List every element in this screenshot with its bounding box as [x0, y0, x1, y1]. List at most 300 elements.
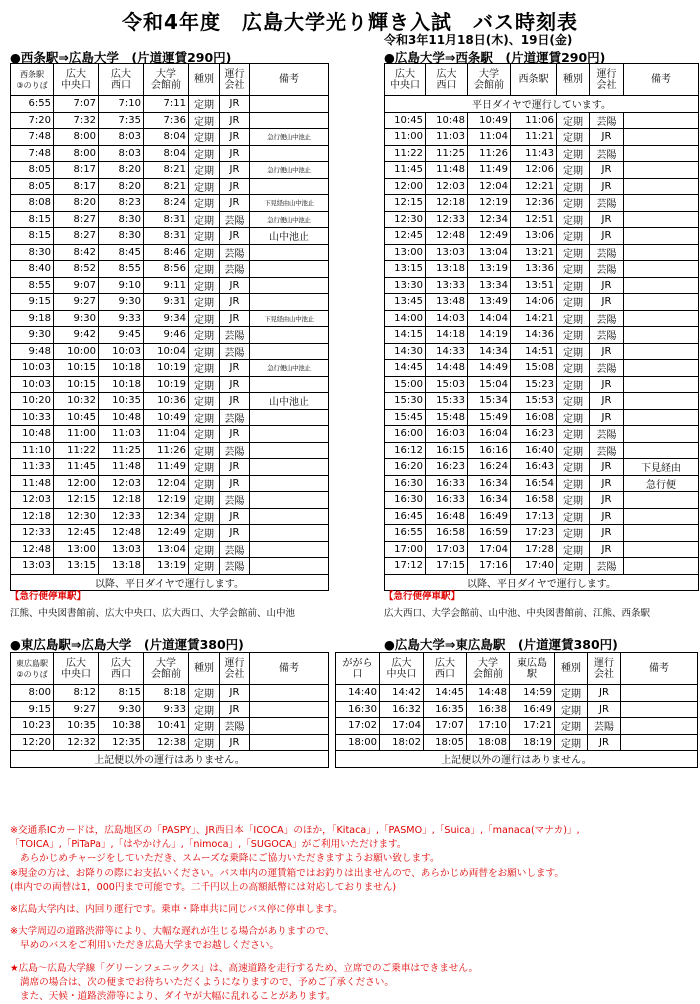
- table-cell: 17:23: [511, 525, 557, 542]
- table-cell: 定期: [557, 376, 590, 393]
- table-cell: 15:48: [426, 409, 468, 426]
- table-cell: 11:03: [99, 426, 144, 443]
- table-cell: 10:20: [11, 393, 54, 410]
- table-row: [11, 492, 329, 509]
- table-cell: 14:48: [426, 360, 468, 377]
- table-cell: 定期: [557, 541, 590, 558]
- table-cell: 12:45: [54, 525, 99, 542]
- notes-gap: [10, 954, 695, 962]
- table-cell: 16:43: [511, 459, 557, 476]
- table-cell: JR: [590, 211, 624, 228]
- footer-row: [336, 751, 698, 768]
- table-cell: 8:08: [11, 195, 54, 212]
- table-cell: 芸陽: [220, 558, 250, 575]
- table-cell: JR: [590, 162, 624, 179]
- table-cell: 15:08: [511, 360, 557, 377]
- table-cell: 12:03: [11, 492, 54, 509]
- table-cell: 芸陽: [590, 112, 624, 129]
- table-cell: 11:33: [11, 459, 54, 476]
- table-cell: 8:55: [11, 277, 54, 294]
- table-row: [336, 734, 698, 751]
- table-cell: 10:49: [468, 112, 511, 129]
- column-header: 大学 会館前: [467, 653, 510, 685]
- table-cell: 16:58: [426, 525, 468, 542]
- table-cell: 8:05: [11, 162, 54, 179]
- header-row: [11, 653, 329, 685]
- table-cell: 定期: [555, 685, 588, 702]
- timetable-saijo-to-hu: [10, 63, 329, 591]
- table-cell: 15:34: [468, 393, 511, 410]
- table-cell: 急行便山中池止: [250, 162, 329, 179]
- table-cell: 8:00: [54, 145, 99, 162]
- note-line: ※交通系ICカードは，広島地区の「PASPY」、JR西日本「ICOCA」のほか，「Kitaca」,「PASMO」,「Suica」,「manaca(マナカ)」,: [10, 825, 580, 836]
- table-cell: 11:48: [99, 459, 144, 476]
- table-cell: 14:06: [511, 294, 557, 311]
- table-cell: 11:25: [99, 442, 144, 459]
- table-cell: 16:00: [385, 426, 426, 443]
- table-cell: 11:45: [54, 459, 99, 476]
- table-cell: 8:30: [11, 244, 54, 261]
- table-row: [11, 162, 329, 179]
- table-cell: 18:08: [467, 734, 510, 751]
- table-row: [11, 376, 329, 393]
- table-footer: 以降、平日ダイヤで運行します。: [11, 574, 329, 591]
- table-cell: [250, 376, 329, 393]
- table-cell: 8:21: [144, 162, 189, 179]
- table-cell: 11:26: [468, 145, 511, 162]
- table-cell: 定期: [189, 508, 220, 525]
- table-cell: 13:00: [385, 244, 426, 261]
- table-cell: 13:30: [385, 277, 426, 294]
- table-cell: JR: [220, 426, 250, 443]
- table-cell: [624, 492, 699, 509]
- table-cell: 8:17: [54, 178, 99, 195]
- table-cell: 9:30: [99, 701, 144, 718]
- table-cell: 17:02: [336, 718, 380, 735]
- table-cell: 定期: [189, 492, 220, 509]
- table-cell: 12:30: [385, 211, 426, 228]
- table-cell: [624, 294, 699, 311]
- table-cell: 13:04: [144, 541, 189, 558]
- table-row: [11, 525, 329, 542]
- table-cell: [250, 459, 329, 476]
- table-cell: JR: [220, 228, 250, 245]
- table-cell: 12:20: [11, 734, 54, 751]
- table-cell: 9:42: [54, 327, 99, 344]
- column-header: 西条駅 ③のりば: [11, 64, 54, 96]
- table-cell: 15:53: [511, 393, 557, 410]
- table-cell: 定期: [557, 558, 590, 575]
- table-row: [11, 360, 329, 377]
- table-cell: 13:19: [144, 558, 189, 575]
- table-cell: JR: [590, 475, 624, 492]
- table-cell: 定期: [557, 129, 590, 146]
- table-cell: 14:34: [468, 343, 511, 360]
- table-cell: 16:03: [426, 426, 468, 443]
- table-cell: 定期: [189, 162, 220, 179]
- table-cell: 14:48: [467, 685, 510, 702]
- table-cell: 12:38: [144, 734, 189, 751]
- section-heading-saijo-to-hu: ●西条駅⇒広島大学 (片道運賃290円): [10, 50, 232, 65]
- column-header: 種別: [557, 64, 590, 96]
- table-cell: 11:25: [426, 145, 468, 162]
- table-cell: 急行便山中池止: [250, 129, 329, 146]
- table-cell: 13:03: [11, 558, 54, 575]
- table-cell: JR: [220, 459, 250, 476]
- table-cell: 13:48: [426, 294, 468, 311]
- table-cell: 7:32: [54, 112, 99, 129]
- table-cell: JR: [220, 96, 250, 113]
- table-cell: 7:36: [144, 112, 189, 129]
- table-cell: JR: [220, 162, 250, 179]
- table-cell: 13:21: [511, 244, 557, 261]
- table-cell: 8:05: [11, 178, 54, 195]
- table-row: [385, 327, 699, 344]
- table-cell: 定期: [557, 195, 590, 212]
- table-cell: 定期: [189, 525, 220, 542]
- table-row: [385, 426, 699, 443]
- table-cell: JR: [590, 178, 624, 195]
- table-cell: 定期: [557, 261, 590, 278]
- table-cell: 7:20: [11, 112, 54, 129]
- table-row: [385, 360, 699, 377]
- table-cell: 8:03: [99, 129, 144, 146]
- table-cell: 下見経由山中池止: [250, 310, 329, 327]
- table-cell: 17:13: [511, 508, 557, 525]
- table-cell: 定期: [557, 525, 590, 542]
- table-cell: 芸陽: [590, 442, 624, 459]
- table-cell: 17:10: [467, 718, 510, 735]
- table-cell: 12:34: [144, 508, 189, 525]
- table-footer: 以降、平日ダイヤで運行します。: [385, 574, 699, 591]
- table-cell: [624, 310, 699, 327]
- table-cell: 芸陽: [588, 718, 621, 735]
- table-cell: 定期: [189, 459, 220, 476]
- table-cell: [250, 734, 329, 751]
- table-cell: 下見経由: [624, 459, 699, 476]
- table-row: [11, 409, 329, 426]
- table-row: [385, 261, 699, 278]
- table-cell: 16:23: [426, 459, 468, 476]
- table-cell: 急行便: [624, 475, 699, 492]
- table-cell: 定期: [189, 701, 220, 718]
- column-header: 備考: [250, 653, 329, 685]
- table-cell: 12:15: [54, 492, 99, 509]
- table-row: [11, 178, 329, 195]
- table-cell: 芸陽: [590, 558, 624, 575]
- table-row: [385, 178, 699, 195]
- table-footer: 上記便以外の運行はありません。: [336, 751, 698, 768]
- table-cell: 15:23: [511, 376, 557, 393]
- table-cell: 13:04: [468, 244, 511, 261]
- table-cell: 14:42: [380, 685, 424, 702]
- table-cell: JR: [220, 178, 250, 195]
- table-cell: 12:34: [468, 211, 511, 228]
- table-cell: 定期: [189, 558, 220, 575]
- table-cell: 14:45: [424, 685, 467, 702]
- table-cell: 12:04: [468, 178, 511, 195]
- header-row: [385, 64, 699, 96]
- table-cell: 10:15: [54, 376, 99, 393]
- section-heading-hu-to-saijo: ●広島大学⇒西条駅 (片道運賃290円): [384, 50, 606, 65]
- table-cell: 17:40: [511, 558, 557, 575]
- table-cell: 9:33: [144, 701, 189, 718]
- table-cell: JR: [220, 734, 250, 751]
- table-cell: [624, 393, 699, 410]
- table-cell: 14:36: [511, 327, 557, 344]
- table-cell: 18:05: [424, 734, 467, 751]
- table-cell: 14:04: [468, 310, 511, 327]
- table-cell: [624, 558, 699, 575]
- table-cell: 10:33: [11, 409, 54, 426]
- table-cell: 12:33: [11, 525, 54, 542]
- table-cell: JR: [590, 508, 624, 525]
- table-cell: [624, 525, 699, 542]
- table-row: [11, 541, 329, 558]
- table-cell: 10:15: [54, 360, 99, 377]
- table-cell: 13:18: [426, 261, 468, 278]
- table-cell: 8:00: [54, 129, 99, 146]
- table-cell: 定期: [189, 685, 220, 702]
- column-header: 大学 会館前: [144, 64, 189, 96]
- table-cell: JR: [220, 376, 250, 393]
- top-note-row: [385, 96, 699, 113]
- table-cell: [250, 96, 329, 113]
- table-cell: 16:58: [511, 492, 557, 509]
- table-cell: JR: [590, 541, 624, 558]
- table-cell: 9:27: [54, 701, 99, 718]
- table-cell: 11:26: [144, 442, 189, 459]
- table-cell: 12:18: [426, 195, 468, 212]
- table-cell: JR: [220, 195, 250, 212]
- table-cell: 8:04: [144, 145, 189, 162]
- table-cell: 8:20: [99, 162, 144, 179]
- table-cell: 13:15: [385, 261, 426, 278]
- column-header: 運行 会社: [590, 64, 624, 96]
- table-row: [11, 294, 329, 311]
- table-cell: 12:18: [11, 508, 54, 525]
- timetable-hu-to-higashi: [335, 652, 698, 768]
- table-cell: 13:45: [385, 294, 426, 311]
- table-cell: 定期: [189, 294, 220, 311]
- notes-gap: [10, 917, 695, 925]
- table-cell: [250, 442, 329, 459]
- table-row: [11, 718, 329, 735]
- table-cell: [624, 129, 699, 146]
- table-cell: 定期: [189, 376, 220, 393]
- table-cell: [250, 244, 329, 261]
- page-title: 令和4年度 広島大学光り輝き入試 バス時刻表: [122, 10, 578, 34]
- table-cell: 7:48: [11, 129, 54, 146]
- table-cell: 8:20: [99, 178, 144, 195]
- table-cell: 17:00: [385, 541, 426, 558]
- table-cell: [624, 145, 699, 162]
- table-row: [385, 310, 699, 327]
- table-cell: 16:16: [468, 442, 511, 459]
- table-cell: 定期: [189, 195, 220, 212]
- table-row: [11, 734, 329, 751]
- table-cell: JR: [220, 145, 250, 162]
- table-cell: [250, 178, 329, 195]
- note-line: 満席の場合は、次の便までお待ちいただくようになりますので、予めご了承ください。: [20, 976, 394, 988]
- table-cell: [624, 327, 699, 344]
- table-cell: 芸陽: [590, 360, 624, 377]
- table-cell: [624, 426, 699, 443]
- table-cell: 17:12: [385, 558, 426, 575]
- table-cell: 10:45: [54, 409, 99, 426]
- table-cell: 8:04: [144, 129, 189, 146]
- table-row: [11, 145, 329, 162]
- column-header: ががら 口: [336, 653, 380, 685]
- table-cell: [250, 145, 329, 162]
- table-cell: JR: [220, 508, 250, 525]
- table-cell: 11:00: [385, 129, 426, 146]
- table-row: [11, 426, 329, 443]
- table-cell: 芸陽: [220, 244, 250, 261]
- table-cell: [621, 734, 698, 751]
- table-cell: 9:15: [11, 294, 54, 311]
- table-cell: 16:49: [510, 701, 555, 718]
- table-row: [11, 685, 329, 702]
- table-cell: JR: [220, 277, 250, 294]
- table-cell: [250, 685, 329, 702]
- table-row: [11, 211, 329, 228]
- table-cell: 14:30: [385, 343, 426, 360]
- table-cell: 13:36: [511, 261, 557, 278]
- table-cell: 16:30: [385, 475, 426, 492]
- table-cell: 定期: [189, 277, 220, 294]
- notes-block: [10, 824, 695, 1004]
- table-cell: 定期: [189, 393, 220, 410]
- table-cell: 12:32: [54, 734, 99, 751]
- table-cell: JR: [590, 277, 624, 294]
- table-cell: 10:19: [144, 360, 189, 377]
- table-row: [385, 112, 699, 129]
- table-row: [385, 211, 699, 228]
- table-cell: 8:56: [144, 261, 189, 278]
- table-cell: 16:55: [385, 525, 426, 542]
- table-cell: [250, 558, 329, 575]
- table-cell: 12:48: [99, 525, 144, 542]
- table-cell: 12:33: [99, 508, 144, 525]
- table-cell: 12:19: [144, 492, 189, 509]
- table-cell: 14:40: [336, 685, 380, 702]
- table-cell: 下見経由山中池止: [250, 195, 329, 212]
- table-cell: 15:03: [426, 376, 468, 393]
- table-cell: 12:21: [511, 178, 557, 195]
- column-header: 運行 会社: [220, 64, 250, 96]
- table-cell: 12:36: [511, 195, 557, 212]
- table-cell: 16:40: [511, 442, 557, 459]
- table-cell: 芸陽: [590, 426, 624, 443]
- table-cell: 12:49: [468, 228, 511, 245]
- table-cell: [621, 701, 698, 718]
- table-cell: 15:49: [468, 409, 511, 426]
- table-cell: [624, 409, 699, 426]
- table-cell: 16:49: [468, 508, 511, 525]
- table-cell: 16:32: [380, 701, 424, 718]
- table-cell: 定期: [189, 426, 220, 443]
- table-cell: 16:24: [468, 459, 511, 476]
- table-cell: 9:18: [11, 310, 54, 327]
- table-row: [385, 294, 699, 311]
- table-row: [11, 310, 329, 327]
- table-cell: 18:19: [510, 734, 555, 751]
- table-cell: JR: [590, 492, 624, 509]
- column-header: 広大 西口: [424, 653, 467, 685]
- table-cell: 14:59: [510, 685, 555, 702]
- table-cell: 13:49: [468, 294, 511, 311]
- table-cell: 定期: [557, 178, 590, 195]
- table-cell: 8:15: [99, 685, 144, 702]
- table-cell: JR: [220, 685, 250, 702]
- table-cell: JR: [220, 294, 250, 311]
- table-cell: 定期: [557, 426, 590, 443]
- table-cell: 8:27: [54, 211, 99, 228]
- table-cell: 定期: [557, 508, 590, 525]
- table-cell: [250, 277, 329, 294]
- table-cell: 15:30: [385, 393, 426, 410]
- table-cell: 15:45: [385, 409, 426, 426]
- table-cell: [621, 685, 698, 702]
- table-cell: 定期: [189, 112, 220, 129]
- table-cell: 13:33: [426, 277, 468, 294]
- table-cell: [250, 701, 329, 718]
- table-cell: 9:30: [54, 310, 99, 327]
- table-cell: 16:12: [385, 442, 426, 459]
- express-label-1: 【急行便停車駅】: [10, 591, 87, 602]
- table-row: [11, 277, 329, 294]
- table-cell: 定期: [189, 145, 220, 162]
- table-cell: 12:48: [426, 228, 468, 245]
- table-cell: 16:30: [385, 492, 426, 509]
- table-cell: JR: [220, 129, 250, 146]
- header-row: [336, 653, 698, 685]
- table-cell: [624, 112, 699, 129]
- table-cell: 11:04: [144, 426, 189, 443]
- table-cell: [624, 343, 699, 360]
- table-cell: 7:11: [144, 96, 189, 113]
- table-cell: 定期: [189, 734, 220, 751]
- column-header: 運行 会社: [588, 653, 621, 685]
- table-row: [11, 343, 329, 360]
- table-cell: 8:15: [11, 228, 54, 245]
- table-row: [11, 129, 329, 146]
- table-row: [385, 145, 699, 162]
- table-cell: 13:18: [99, 558, 144, 575]
- table-cell: JR: [588, 685, 621, 702]
- table-cell: 芸陽: [220, 442, 250, 459]
- table-cell: 18:00: [336, 734, 380, 751]
- table-cell: 定期: [557, 393, 590, 410]
- table-row: [11, 393, 329, 410]
- table-cell: 16:15: [426, 442, 468, 459]
- table-cell: 13:19: [468, 261, 511, 278]
- table-cell: 8:30: [99, 228, 144, 245]
- table-cell: [624, 442, 699, 459]
- table-row: [11, 558, 329, 575]
- table-cell: 11:22: [385, 145, 426, 162]
- table-cell: 定期: [555, 701, 588, 718]
- table-cell: 14:03: [426, 310, 468, 327]
- notes-gap: [10, 895, 695, 903]
- express-stops-2: 広大西口、大学会館前、山中池、中央図書館前、江熊、西条駅: [384, 608, 651, 619]
- table-row: [385, 129, 699, 146]
- table-footer: 上記便以外の運行はありません。: [11, 751, 329, 768]
- table-cell: 定期: [189, 409, 220, 426]
- timetable-hu-to-saijo: [384, 63, 699, 591]
- table-cell: 定期: [189, 228, 220, 245]
